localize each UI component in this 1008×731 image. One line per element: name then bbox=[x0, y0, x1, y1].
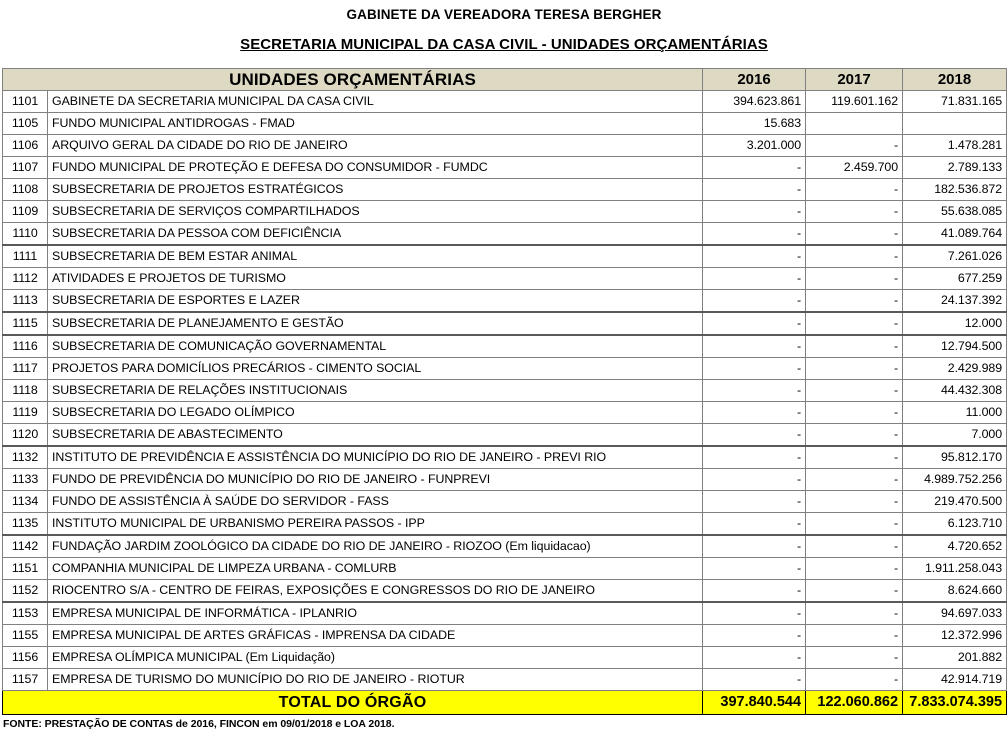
row-name: GABINETE DA SECRETARIA MUNICIPAL DA CASA CIVIL bbox=[48, 91, 703, 113]
column-header-2017: 2017 bbox=[806, 69, 903, 91]
row-name: EMPRESA DE TURISMO DO MUNICÍPIO DO RIO DE JANEIRO - RIOTUR bbox=[48, 669, 703, 691]
row-code: 1117 bbox=[3, 358, 48, 380]
total-2016: 397.840.544 bbox=[703, 691, 806, 715]
row-value-2016: - bbox=[703, 469, 806, 491]
row-value-2017: - bbox=[806, 135, 903, 157]
table-row bbox=[3, 469, 1007, 491]
row-value-2017: 119.601.162 bbox=[806, 91, 903, 113]
row-value-2018: 2.789.133 bbox=[903, 157, 1007, 179]
budget-table bbox=[2, 68, 1007, 715]
row-code: 1109 bbox=[3, 201, 48, 223]
row-name: INSTITUTO DE PREVIDÊNCIA E ASSISTÊNCIA DO MUNICÍPIO DO RIO DE JANEIRO - PREVI RIO bbox=[48, 446, 703, 469]
row-value-2017: - bbox=[806, 358, 903, 380]
table-header-row bbox=[3, 69, 1007, 91]
column-header-2018: 2018 bbox=[903, 69, 1007, 91]
row-value-2017: - bbox=[806, 669, 903, 691]
row-value-2017: - bbox=[806, 290, 903, 313]
row-value-2016: - bbox=[703, 669, 806, 691]
row-value-2017: - bbox=[806, 446, 903, 469]
row-value-2017: - bbox=[806, 647, 903, 669]
row-code: 1107 bbox=[3, 157, 48, 179]
row-value-2017: - bbox=[806, 513, 903, 536]
row-code: 1152 bbox=[3, 580, 48, 603]
row-code: 1115 bbox=[3, 312, 48, 335]
table-row bbox=[3, 602, 1007, 625]
row-code: 1112 bbox=[3, 268, 48, 290]
row-name: SUBSECRETARIA DE SERVIÇOS COMPARTILHADOS bbox=[48, 201, 703, 223]
row-code: 1135 bbox=[3, 513, 48, 536]
table-row bbox=[3, 157, 1007, 179]
row-name: ARQUIVO GERAL DA CIDADE DO RIO DE JANEIRO bbox=[48, 135, 703, 157]
row-value-2017: - bbox=[806, 602, 903, 625]
row-code: 1110 bbox=[3, 223, 48, 246]
table-row bbox=[3, 558, 1007, 580]
row-value-2016: - bbox=[703, 179, 806, 201]
row-value-2016: - bbox=[703, 157, 806, 179]
row-value-2016: - bbox=[703, 513, 806, 536]
row-code: 1153 bbox=[3, 602, 48, 625]
row-code: 1118 bbox=[3, 380, 48, 402]
row-value-2017: - bbox=[806, 335, 903, 358]
row-value-2016: - bbox=[703, 380, 806, 402]
column-header-2016: 2016 bbox=[703, 69, 806, 91]
table-row bbox=[3, 223, 1007, 246]
row-value-2018: 7.261.026 bbox=[903, 245, 1007, 268]
row-name: SUBSECRETARIA DO LEGADO OLÍMPICO bbox=[48, 402, 703, 424]
row-name: RIOCENTRO S/A - CENTRO DE FEIRAS, EXPOSIÇÕES E CONGRESSOS DO RIO DE JANEIRO bbox=[48, 580, 703, 603]
row-value-2016: - bbox=[703, 223, 806, 246]
row-value-2017: - bbox=[806, 380, 903, 402]
row-name: SUBSECRETARIA DE ABASTECIMENTO bbox=[48, 424, 703, 447]
row-value-2016: - bbox=[703, 312, 806, 335]
row-value-2018: 1.478.281 bbox=[903, 135, 1007, 157]
row-name: SUBSECRETARIA DE PROJETOS ESTRATÉGICOS bbox=[48, 179, 703, 201]
total-2018: 7.833.074.395 bbox=[903, 691, 1007, 715]
row-value-2016: 15.683 bbox=[703, 113, 806, 135]
table-row bbox=[3, 647, 1007, 669]
row-value-2018: 12.372.996 bbox=[903, 625, 1007, 647]
row-code: 1157 bbox=[3, 669, 48, 691]
row-value-2018: 42.914.719 bbox=[903, 669, 1007, 691]
total-2017: 122.060.862 bbox=[806, 691, 903, 715]
row-value-2017 bbox=[806, 113, 903, 135]
row-code: 1116 bbox=[3, 335, 48, 358]
column-header-units: UNIDADES ORÇAMENTÁRIAS bbox=[3, 69, 703, 91]
table-row bbox=[3, 91, 1007, 113]
row-name: FUNDO DE ASSISTÊNCIA À SAÚDE DO SERVIDOR - FASS bbox=[48, 491, 703, 513]
row-code: 1133 bbox=[3, 469, 48, 491]
row-value-2016: - bbox=[703, 335, 806, 358]
table-row bbox=[3, 669, 1007, 691]
table-row bbox=[3, 625, 1007, 647]
table-container bbox=[0, 68, 1008, 715]
table-row bbox=[3, 268, 1007, 290]
total-row bbox=[3, 691, 1007, 715]
row-value-2017: - bbox=[806, 625, 903, 647]
row-value-2018 bbox=[903, 113, 1007, 135]
row-value-2018: 24.137.392 bbox=[903, 290, 1007, 313]
row-value-2016: - bbox=[703, 402, 806, 424]
row-value-2018: 8.624.660 bbox=[903, 580, 1007, 603]
table-row bbox=[3, 245, 1007, 268]
row-value-2018: 11.000 bbox=[903, 402, 1007, 424]
row-value-2018: 44.432.308 bbox=[903, 380, 1007, 402]
page-header-title: GABINETE DA VEREADORA TERESA BERGHER bbox=[346, 7, 662, 22]
row-value-2018: 12.794.500 bbox=[903, 335, 1007, 358]
table-row bbox=[3, 312, 1007, 335]
row-name: EMPRESA MUNICIPAL DE INFORMÁTICA - IPLANRIO bbox=[48, 602, 703, 625]
row-code: 1119 bbox=[3, 402, 48, 424]
row-value-2017: 2.459.700 bbox=[806, 157, 903, 179]
row-value-2017: - bbox=[806, 245, 903, 268]
row-name: SUBSECRETARIA DE RELAÇÕES INSTITUCIONAIS bbox=[48, 380, 703, 402]
row-value-2018: 2.429.989 bbox=[903, 358, 1007, 380]
row-name: EMPRESA OLÍMPICA MUNICIPAL (Em Liquidação) bbox=[48, 647, 703, 669]
row-value-2017: - bbox=[806, 535, 903, 558]
title-block bbox=[0, 0, 1008, 54]
row-value-2017: - bbox=[806, 179, 903, 201]
row-value-2018: 182.536.872 bbox=[903, 179, 1007, 201]
table-row bbox=[3, 446, 1007, 469]
row-name: FUNDO MUNICIPAL DE PROTEÇÃO E DEFESA DO CONSUMIDOR - FUMDC bbox=[48, 157, 703, 179]
table-row bbox=[3, 201, 1007, 223]
row-value-2018: 4.989.752.256 bbox=[903, 469, 1007, 491]
table-row bbox=[3, 358, 1007, 380]
table-row bbox=[3, 179, 1007, 201]
row-value-2018: 71.831.165 bbox=[903, 91, 1007, 113]
row-value-2018: 55.638.085 bbox=[903, 201, 1007, 223]
row-code: 1156 bbox=[3, 647, 48, 669]
row-value-2016: - bbox=[703, 535, 806, 558]
source-note: FONTE: PRESTAÇÃO DE CONTAS de 2016, FINCON em 09/01/2018 e LOA 2018. bbox=[3, 718, 395, 730]
row-value-2016: - bbox=[703, 580, 806, 603]
row-value-2016: - bbox=[703, 290, 806, 313]
row-value-2018: 12.000 bbox=[903, 312, 1007, 335]
table-body bbox=[3, 91, 1007, 691]
table-row bbox=[3, 335, 1007, 358]
row-code: 1111 bbox=[3, 245, 48, 268]
row-value-2018: 6.123.710 bbox=[903, 513, 1007, 536]
row-name: FUNDO MUNICIPAL ANTIDROGAS - FMAD bbox=[48, 113, 703, 135]
row-value-2016: - bbox=[703, 268, 806, 290]
table-row bbox=[3, 535, 1007, 558]
row-name: SUBSECRETARIA DE COMUNICAÇÃO GOVERNAMENTAL bbox=[48, 335, 703, 358]
table-row bbox=[3, 491, 1007, 513]
total-label: TOTAL DO ÓRGÃO bbox=[3, 691, 703, 715]
row-code: 1106 bbox=[3, 135, 48, 157]
table-row bbox=[3, 290, 1007, 313]
row-value-2016: - bbox=[703, 446, 806, 469]
page-title: SECRETARIA MUNICIPAL DA CASA CIVIL - UNIDADES ORÇAMENTÁRIAS bbox=[240, 36, 768, 53]
row-value-2018: 201.882 bbox=[903, 647, 1007, 669]
row-value-2017: - bbox=[806, 491, 903, 513]
row-value-2016: - bbox=[703, 625, 806, 647]
row-code: 1113 bbox=[3, 290, 48, 313]
table-row bbox=[3, 380, 1007, 402]
table-row bbox=[3, 424, 1007, 447]
row-name: ATIVIDADES E PROJETOS DE TURISMO bbox=[48, 268, 703, 290]
table-header bbox=[3, 69, 1007, 91]
row-name: FUNDAÇÃO JARDIM ZOOLÓGICO DA CIDADE DO RIO DE JANEIRO - RIOZOO (Em liquidacao) bbox=[48, 535, 703, 558]
row-value-2016: - bbox=[703, 358, 806, 380]
row-value-2017: - bbox=[806, 201, 903, 223]
row-code: 1132 bbox=[3, 446, 48, 469]
row-name: SUBSECRETARIA DE PLANEJAMENTO E GESTÃO bbox=[48, 312, 703, 335]
table-row bbox=[3, 580, 1007, 603]
row-code: 1142 bbox=[3, 535, 48, 558]
row-value-2016: - bbox=[703, 491, 806, 513]
table-row bbox=[3, 402, 1007, 424]
table-footer bbox=[3, 691, 1007, 715]
row-value-2018: 7.000 bbox=[903, 424, 1007, 447]
row-value-2017: - bbox=[806, 223, 903, 246]
row-name: SUBSECRETARIA DE BEM ESTAR ANIMAL bbox=[48, 245, 703, 268]
row-code: 1105 bbox=[3, 113, 48, 135]
row-value-2018: 1.911.258.043 bbox=[903, 558, 1007, 580]
row-value-2018: 677.259 bbox=[903, 268, 1007, 290]
row-value-2017: - bbox=[806, 402, 903, 424]
row-value-2018: 4.720.652 bbox=[903, 535, 1007, 558]
table-row bbox=[3, 135, 1007, 157]
row-value-2018: 94.697.033 bbox=[903, 602, 1007, 625]
row-name: SUBSECRETARIA DA PESSOA COM DEFICIÊNCIA bbox=[48, 223, 703, 246]
row-value-2016: - bbox=[703, 424, 806, 447]
row-value-2017: - bbox=[806, 469, 903, 491]
row-name: SUBSECRETARIA DE ESPORTES E LAZER bbox=[48, 290, 703, 313]
row-name: INSTITUTO MUNICIPAL DE URBANISMO PEREIRA PASSOS - IPP bbox=[48, 513, 703, 536]
row-code: 1134 bbox=[3, 491, 48, 513]
row-value-2018: 95.812.170 bbox=[903, 446, 1007, 469]
row-value-2017: - bbox=[806, 558, 903, 580]
row-value-2018: 41.089.764 bbox=[903, 223, 1007, 246]
row-value-2016: - bbox=[703, 558, 806, 580]
table-row bbox=[3, 113, 1007, 135]
row-value-2016: - bbox=[703, 647, 806, 669]
row-value-2017: - bbox=[806, 580, 903, 603]
row-code: 1120 bbox=[3, 424, 48, 447]
row-name: EMPRESA MUNICIPAL DE ARTES GRÁFICAS - IMPRENSA DA CIDADE bbox=[48, 625, 703, 647]
row-name: FUNDO DE PREVIDÊNCIA DO MUNICÍPIO DO RIO DE JANEIRO - FUNPREVI bbox=[48, 469, 703, 491]
row-value-2018: 219.470.500 bbox=[903, 491, 1007, 513]
row-code: 1155 bbox=[3, 625, 48, 647]
row-code: 1151 bbox=[3, 558, 48, 580]
row-code: 1108 bbox=[3, 179, 48, 201]
table-row bbox=[3, 513, 1007, 536]
row-name: COMPANHIA MUNICIPAL DE LIMPEZA URBANA - COMLURB bbox=[48, 558, 703, 580]
row-value-2017: - bbox=[806, 268, 903, 290]
row-value-2017: - bbox=[806, 424, 903, 447]
row-value-2016: - bbox=[703, 602, 806, 625]
row-value-2016: 3.201.000 bbox=[703, 135, 806, 157]
row-value-2016: - bbox=[703, 245, 806, 268]
row-value-2016: 394.623.861 bbox=[703, 91, 806, 113]
row-name: PROJETOS PARA DOMICÍLIOS PRECÁRIOS - CIMENTO SOCIAL bbox=[48, 358, 703, 380]
row-value-2017: - bbox=[806, 312, 903, 335]
row-value-2016: - bbox=[703, 201, 806, 223]
row-code: 1101 bbox=[3, 91, 48, 113]
